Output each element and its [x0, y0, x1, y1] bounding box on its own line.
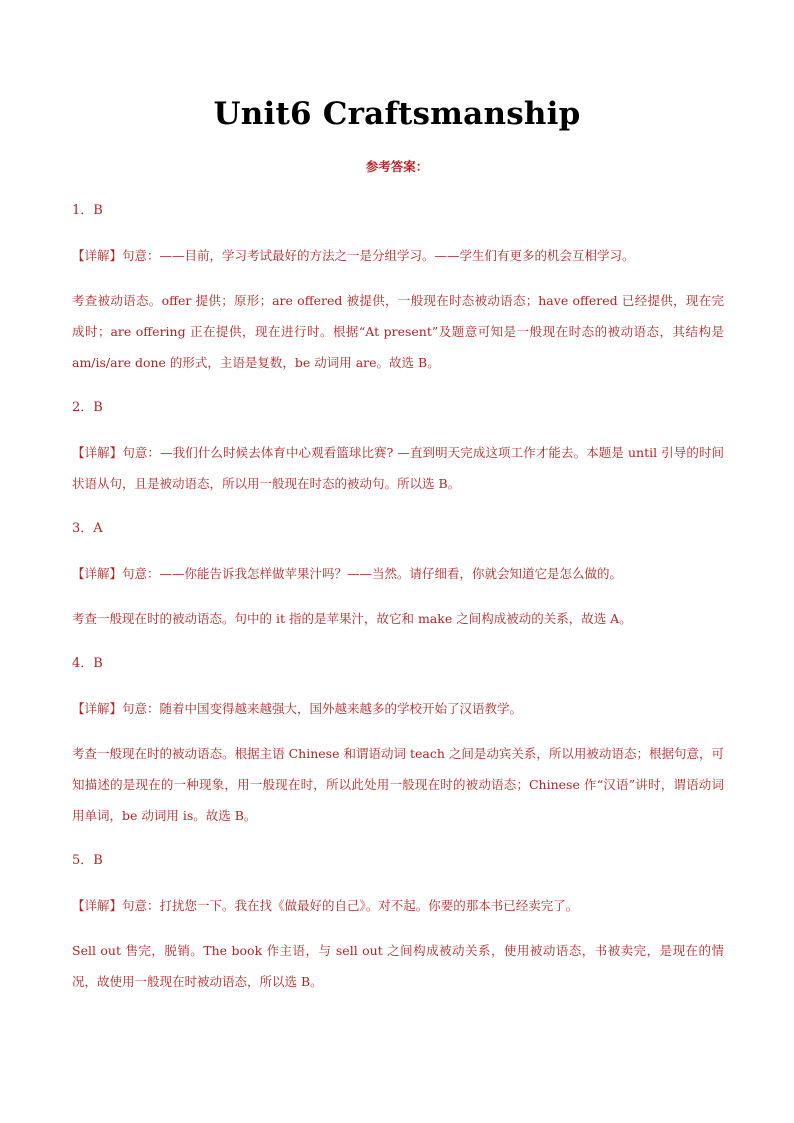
answer-item-2 — [72, 392, 724, 499]
answer-number: 4．B — [72, 656, 103, 671]
answer-item-5 — [72, 845, 724, 997]
detail-tag: 【详解】 — [72, 248, 123, 263]
answer-analysis: Sell out 售完，脱销。The book 作主语，与 sell out 之间构成被动关系，使用被动语态，书被卖完，是现在的情况，故使用一般现在时被动语态，所以选 B。 — [72, 943, 724, 989]
detail-tag: 【详解】 — [72, 898, 123, 913]
answer-analysis: 考查一般现在时的被动语态。根据主语 Chinese 和谓语动词 teach 之间是动宾关系，所以用被动语态；根据句意，可知描述的是现在的一种现象，用一般现在时，所以此处用一般现在时的被动语态；Chinese 作“汉语”讲时，谓语动词用单词，be 动词用 is。故选 B。 — [72, 746, 724, 823]
answer-detail — [72, 693, 724, 724]
detail-text: 句意：打扰您一下。我在找《做最好的自己》。对不起。你要的那本书已经卖完了。 — [122, 898, 579, 913]
detail-tag: 【详解】 — [72, 566, 123, 581]
answer-detail — [72, 558, 724, 589]
answer-number: 2．B — [72, 400, 103, 415]
document-title: Unit6 Craftsmanship — [213, 96, 581, 132]
detail-tag: 【详解】 — [72, 445, 123, 460]
answer-detail — [72, 437, 724, 499]
answer-key-heading: 参考答案： — [365, 159, 429, 174]
answer-item-4 — [72, 648, 724, 831]
answer-detail — [72, 890, 724, 921]
answer-item-1 — [72, 195, 724, 378]
detail-tag: 【详解】 — [72, 701, 123, 716]
answer-number: 1．B — [72, 203, 103, 218]
answer-list — [72, 195, 724, 1011]
answer-number: 5．B — [72, 853, 103, 868]
answer-number: 3．A — [72, 521, 103, 536]
detail-text: 句意：随着中国变得越来越强大，国外越来越多的学校开始了汉语教学。 — [122, 701, 523, 716]
detail-text: 句意：——目前，学习考试最好的方法之一是分组学习。——学生们有更多的机会互相学习。 — [122, 248, 635, 263]
answer-detail — [72, 240, 724, 271]
detail-text: 句意：—我们什么时候去体育中心观看篮球比赛? —直到明天完成这项工作才能去。本题是 until 引导的时间状语从句，且是被动语态，所以用一般现在时态的被动句。所以选 B。 — [72, 445, 724, 491]
answer-item-3 — [72, 513, 724, 634]
answer-analysis: 考查被动语态。offer 提供；原形；are offered 被提供，一般现在时态被动语态；have offered 已经提供，现在完成时；are offering 正在提供，现在进行时。根据“At present”及题意可知是一般现在时态的被动语态，其结构是 am/is/are done 的形式，主语是复数，be 动词用 are。故选 B。 — [72, 293, 724, 370]
detail-text: 句意：——你能告诉我怎样做苹果汁吗？——当然。请仔细看，你就会知道它是怎么做的。 — [122, 566, 623, 581]
answer-analysis: 考查一般现在时的被动语态。句中的 it 指的是苹果汁，故它和 make 之间构成被动的关系，故选 A。 — [72, 611, 632, 626]
